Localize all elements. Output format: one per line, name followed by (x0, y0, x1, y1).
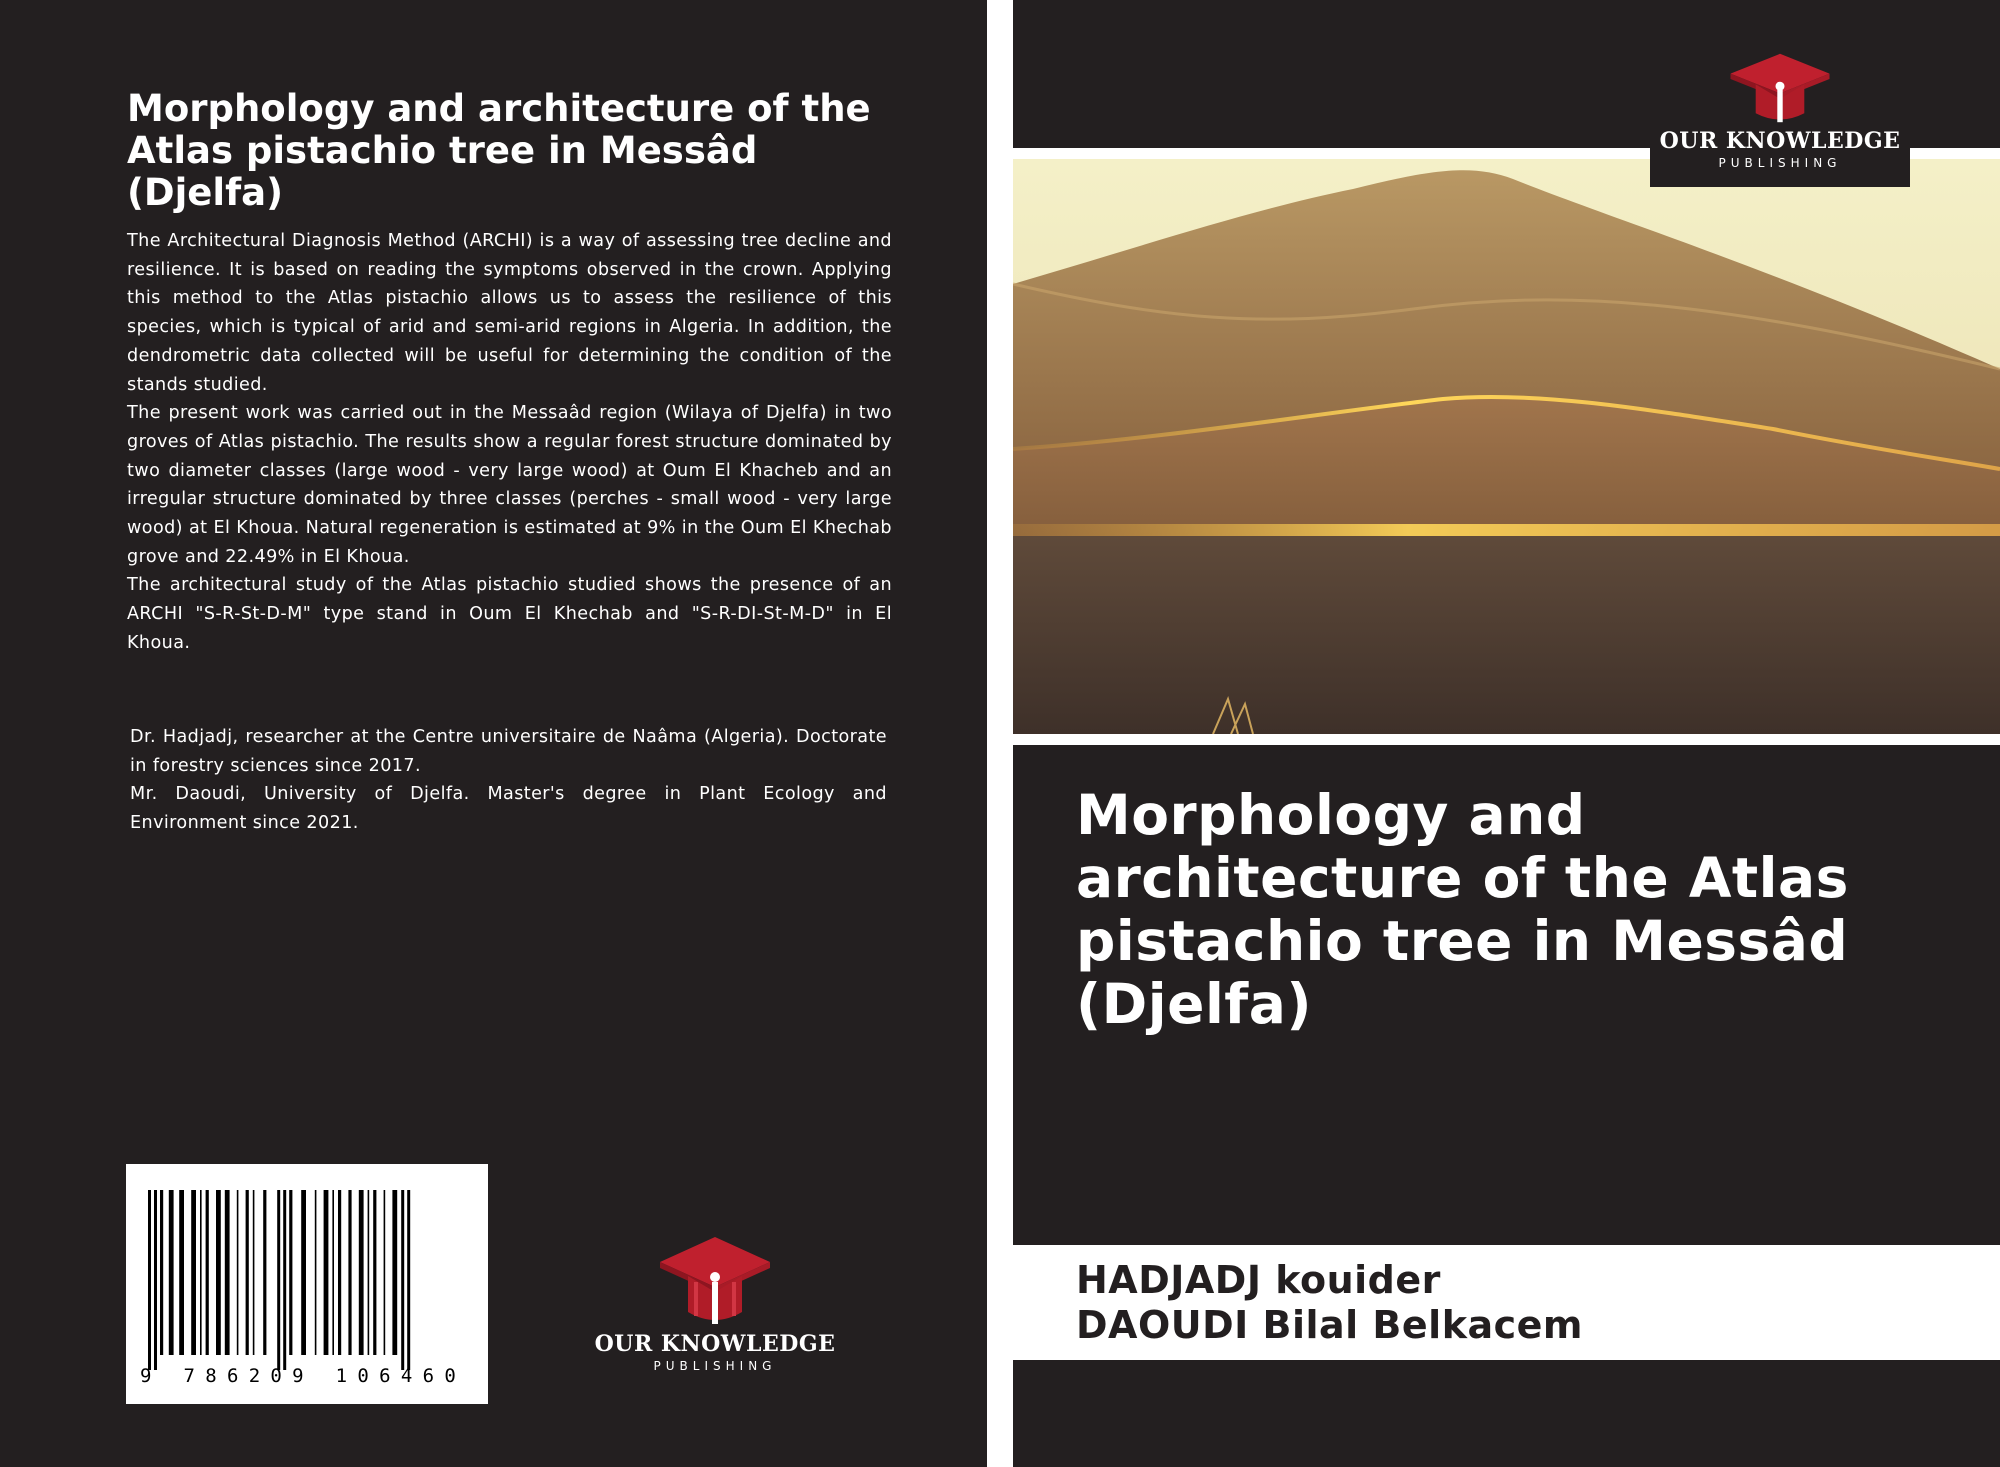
barcode-bar (179, 1190, 184, 1355)
author-name: DAOUDI Bilal Belkacem (1076, 1303, 1584, 1347)
barcode-bar (277, 1190, 280, 1370)
barcode-bar (368, 1190, 370, 1355)
bio-paragraph: Dr. Hadjadj, researcher at the Centre universitaire de Naâma (Algeria). Doctorate in forestry sciences since 2017. (130, 727, 887, 776)
desert-sand-dune-photo (1013, 159, 2000, 734)
publisher-tagline: PUBLISHING (653, 1359, 777, 1373)
barcode-bar (315, 1190, 317, 1355)
barcode-bar (401, 1190, 404, 1370)
barcode-bar (392, 1190, 397, 1355)
barcode-bar (332, 1190, 334, 1355)
barcode-bar (206, 1190, 209, 1355)
barcode-bar (324, 1190, 329, 1355)
barcode-bar (246, 1190, 249, 1355)
barcode-bar (359, 1190, 364, 1355)
barcode-bar (225, 1190, 230, 1355)
barcode-digits: 9 786209 106460 (140, 1365, 467, 1387)
author-bio (130, 723, 887, 838)
barcode-bar (301, 1190, 306, 1355)
graduation-cap-icon (1720, 52, 1840, 124)
barcode-bar (237, 1190, 239, 1355)
publisher-name: OUR KNOWLEDGE (1659, 128, 1901, 154)
barcode-bar (191, 1190, 196, 1355)
barcode-bar (216, 1190, 221, 1355)
barcode-bar (160, 1190, 163, 1355)
barcode-bar (263, 1190, 266, 1355)
back-cover-blurb (127, 227, 892, 658)
back-cover-title: Morphology and architecture of the Atlas pistachio tree in Messâd (Djelfa) (127, 87, 871, 214)
barcode-bar (407, 1190, 410, 1370)
barcode-bar (169, 1190, 174, 1355)
author-name: HADJADJ kouider (1076, 1258, 1441, 1302)
barcode-bar (289, 1190, 292, 1355)
graduation-cap-icon (650, 1232, 780, 1327)
bio-paragraph: Mr. Daoudi, University of Djelfa. Master's degree in Plant Ecology and Environment since 2021. (130, 784, 887, 834)
publisher-name: OUR KNOWLEDGE (594, 1331, 836, 1357)
barcode-bar (200, 1190, 202, 1355)
isbn-barcode (126, 1164, 488, 1404)
publisher-tagline: PUBLISHING (1718, 156, 1842, 170)
publisher-logo (1650, 52, 1910, 187)
front-cover-title: Morphology and architecture of the Atlas pistachio tree in Messâd (Djelfa) (1076, 783, 1849, 1036)
back-cover (0, 0, 987, 1467)
barcode-bar (283, 1190, 286, 1370)
barcode-bar (338, 1190, 341, 1355)
sand-dune-image (1013, 159, 2000, 734)
barcode-bar (373, 1190, 376, 1355)
barcode-bar (384, 1190, 386, 1355)
front-cover-bottom-band (1013, 1360, 2000, 1467)
barcode-bar (148, 1190, 151, 1370)
barcode-bar (154, 1190, 157, 1370)
barcode-bar (348, 1190, 351, 1355)
barcode-bar (253, 1190, 255, 1355)
spine-gap (987, 0, 1013, 1467)
blurb-paragraph: The Architectural Diagnosis Method (ARCHI) is a way of assessing tree decline and resilience. It is based on reading the symptoms observed in the crown. Applying this method to the Atlas pistachio allows us to assess the resilience of this species, which is typical of arid and semi-arid regions in Algeria. In addition, the dendrometric data collected will be useful for determining the condition of the stands studied. (127, 231, 892, 395)
publisher-logo (590, 1232, 840, 1373)
blurb-paragraph: The present work was carried out in the Messaâd region (Wilaya of Djelfa) in two groves of Atlas pistachio. The results show a regular forest structure dominated by two diameter classes (large wood - very large wood) at Oum El Khacheb and an irregular structure dominated by three classes (perches - small wood - very large wood) at El Khoua. Natural regeneration is estimated at 9% in the Oum El Khechab grove and 22.49% in El Khoua. (127, 403, 892, 567)
blurb-paragraph: The architectural study of the Atlas pistachio studied shows the presence of an ARCHI "S-R-St-D-M" type stand in Oum El Khechab and "S-R-DI-St-M-D" in El Khoua. (127, 575, 892, 653)
barcode-bars (146, 1190, 466, 1390)
